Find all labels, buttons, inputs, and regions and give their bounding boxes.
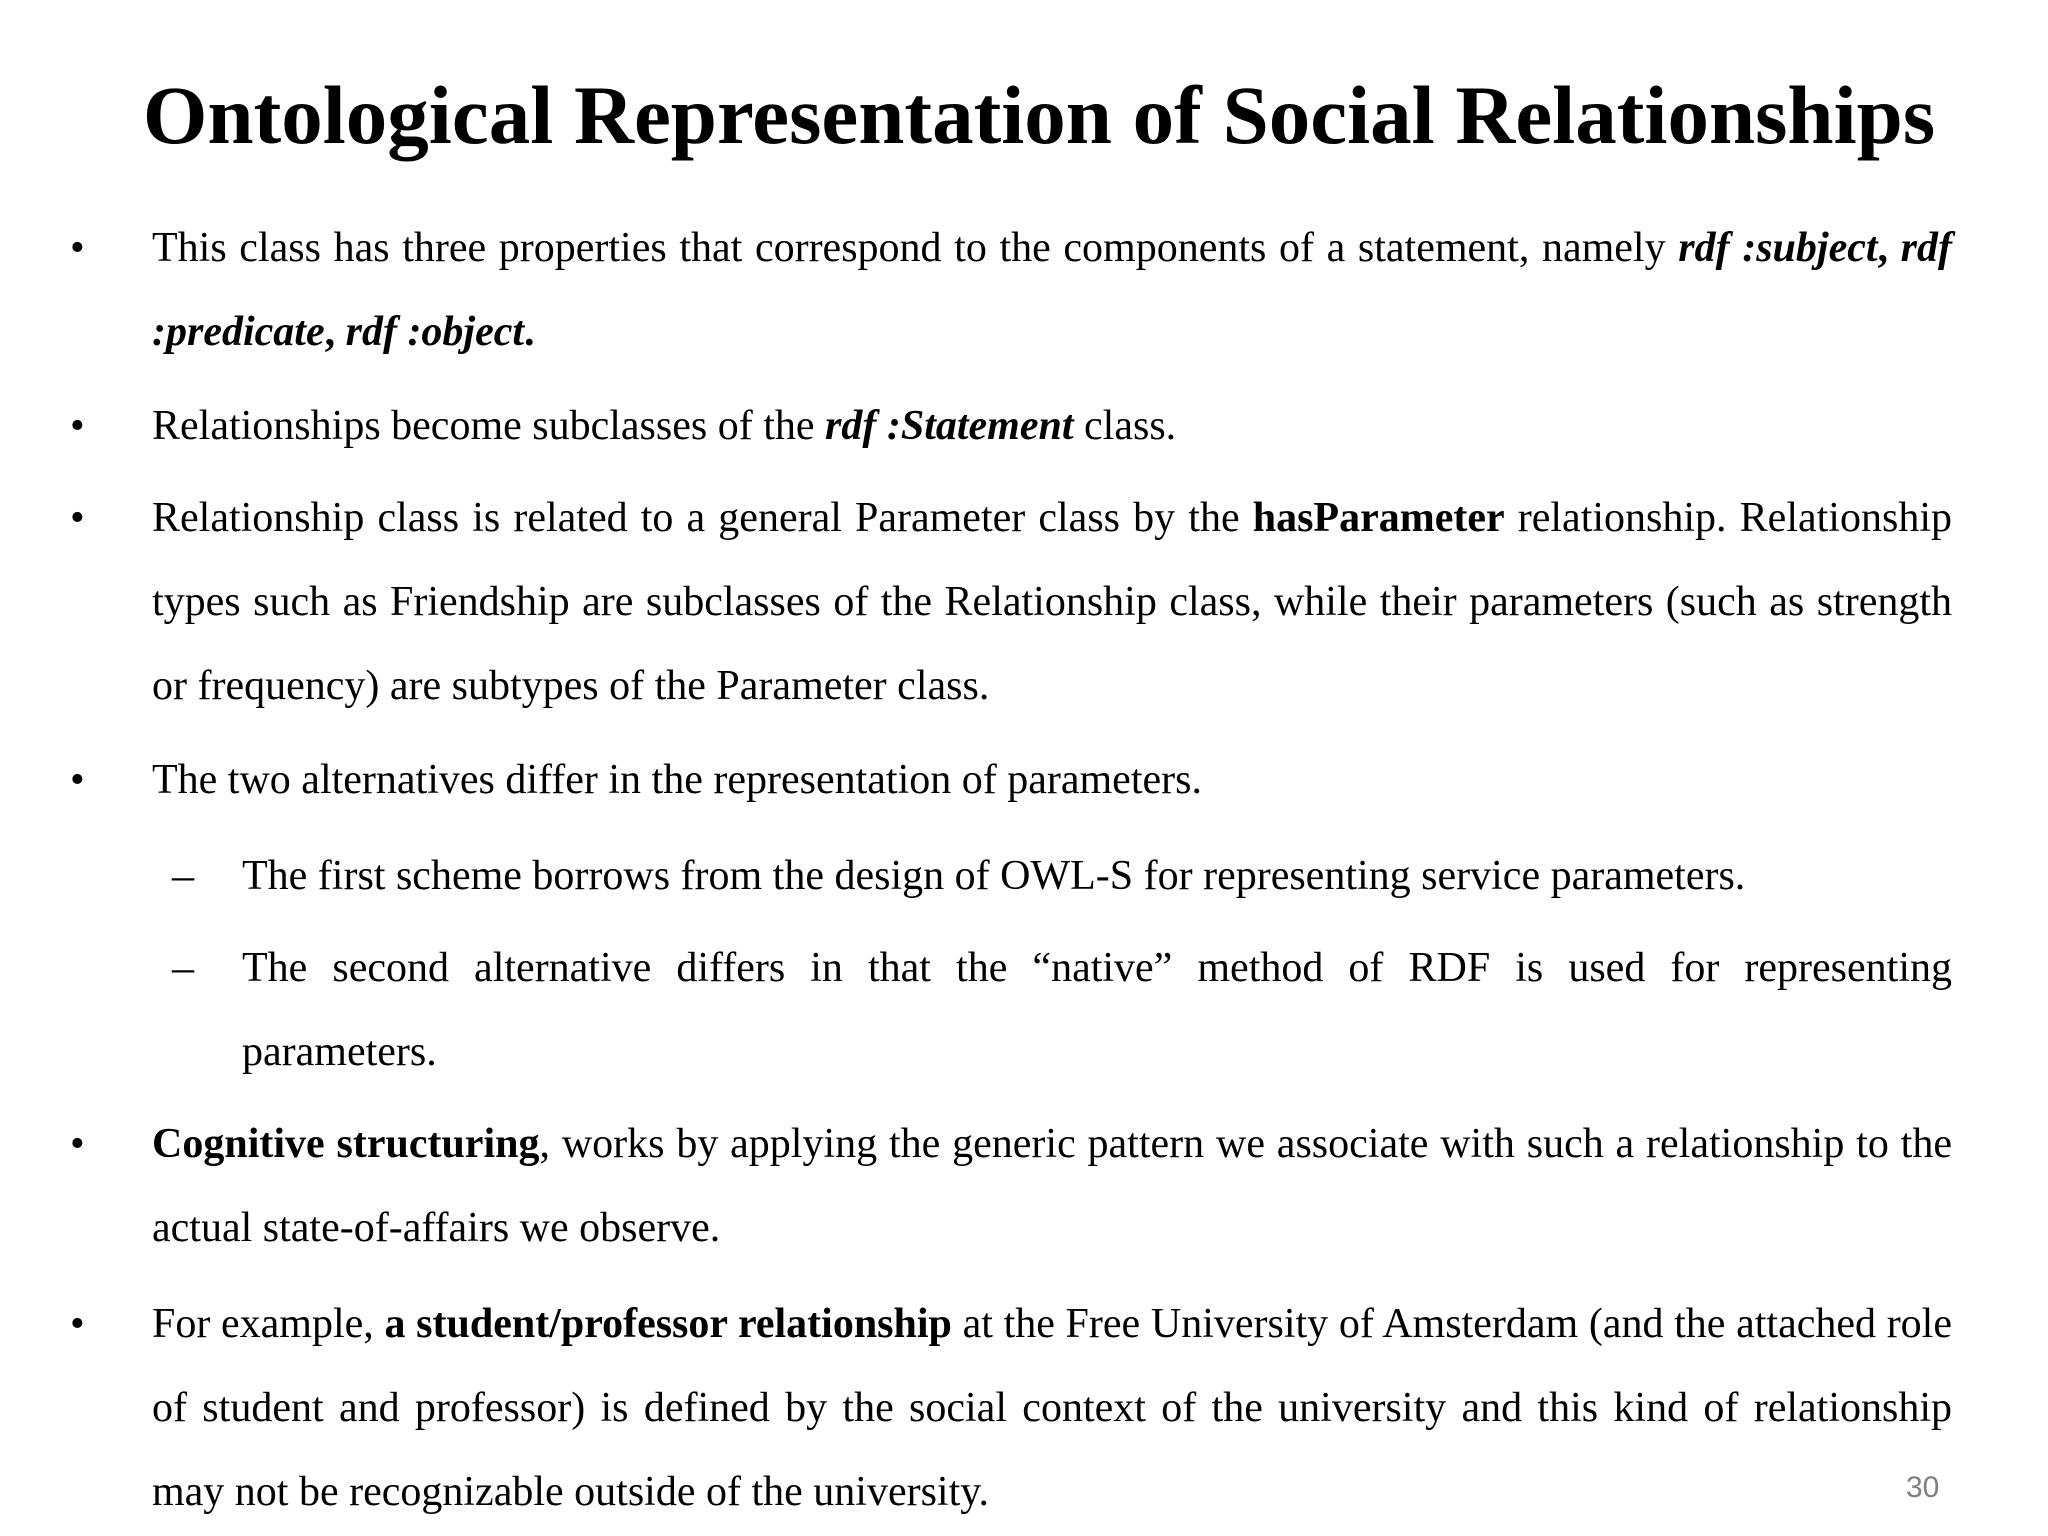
- bullet-text: [152, 1102, 1952, 1270]
- sub-item-text: The first scheme borrows from the design of OWL-S for representing service parameters.: [242, 853, 1746, 899]
- bullet-marker: •: [70, 403, 85, 449]
- text-run: class.: [1073, 403, 1177, 449]
- text-run: This class has three properties that correspond to the components of a statement, namely: [152, 225, 1679, 271]
- slide-title: Ontological Representation of Social Relationships: [142, 69, 1936, 161]
- bullet-text: The two alternatives differ in the representation of parameters.: [152, 757, 1202, 803]
- text-run: Relationship class is related to a general Parameter class by the: [152, 495, 1253, 541]
- text-run-sep: ,: [324, 309, 346, 355]
- text-run-student-professor: a student/professor relationship: [384, 1301, 952, 1347]
- text-run-rdf: rdf: [1900, 225, 1953, 271]
- text-run: , works by applying the generic pattern we associate with such a relationship to the actual state-of-affairs we observe.: [152, 1121, 1952, 1251]
- bullet-text: [152, 476, 1952, 728]
- text-run-rdf-statement: rdf :Statement: [825, 403, 1074, 449]
- sub-item-text: The second alternative differs in that the “native” method of RDF is used for representing parameters.: [242, 945, 1952, 1075]
- text-run-rdf: rdf: [345, 309, 397, 355]
- text-run: For example,: [152, 1301, 385, 1347]
- bullet-marker: •: [70, 1301, 85, 1347]
- bullet-marker: •: [70, 495, 85, 541]
- bullet-text: [152, 384, 1952, 468]
- text-run: Relationships become subclasses of the: [152, 403, 826, 449]
- text-run-sep: ,: [1877, 225, 1901, 271]
- text-run-rdf: rdf: [1678, 225, 1730, 271]
- page-number: 30: [1906, 1471, 1940, 1504]
- bullet-marker: •: [70, 225, 85, 271]
- text-run-cognitive-structuring: Cognitive structuring: [152, 1121, 540, 1167]
- bullet-text: [152, 1282, 1952, 1534]
- dash-marker: –: [172, 943, 194, 992]
- bullet-marker: •: [70, 1121, 85, 1167]
- bullet-text: [152, 206, 1952, 374]
- text-run: at the Free University of Amsterdam (and the attached role of student and professor) is defined by the social context of the university and this kind of relationship may not be recognizable outside of the university.: [152, 1301, 1952, 1515]
- bullet-marker: •: [70, 757, 85, 803]
- text-run-object: :object: [396, 309, 525, 355]
- text-run-has-parameter: hasParameter: [1252, 495, 1505, 541]
- text-run-period: .: [524, 309, 535, 355]
- text-run: relationship. Relationship types such as Friendship are subclasses of the Relationship class, while their parameters (such as strength or frequency) are subtypes of the Parameter class.: [152, 495, 1952, 709]
- dash-marker: –: [172, 851, 194, 900]
- text-run-predicate: :predicate: [152, 309, 325, 355]
- text-run-subject: :subject: [1742, 225, 1878, 271]
